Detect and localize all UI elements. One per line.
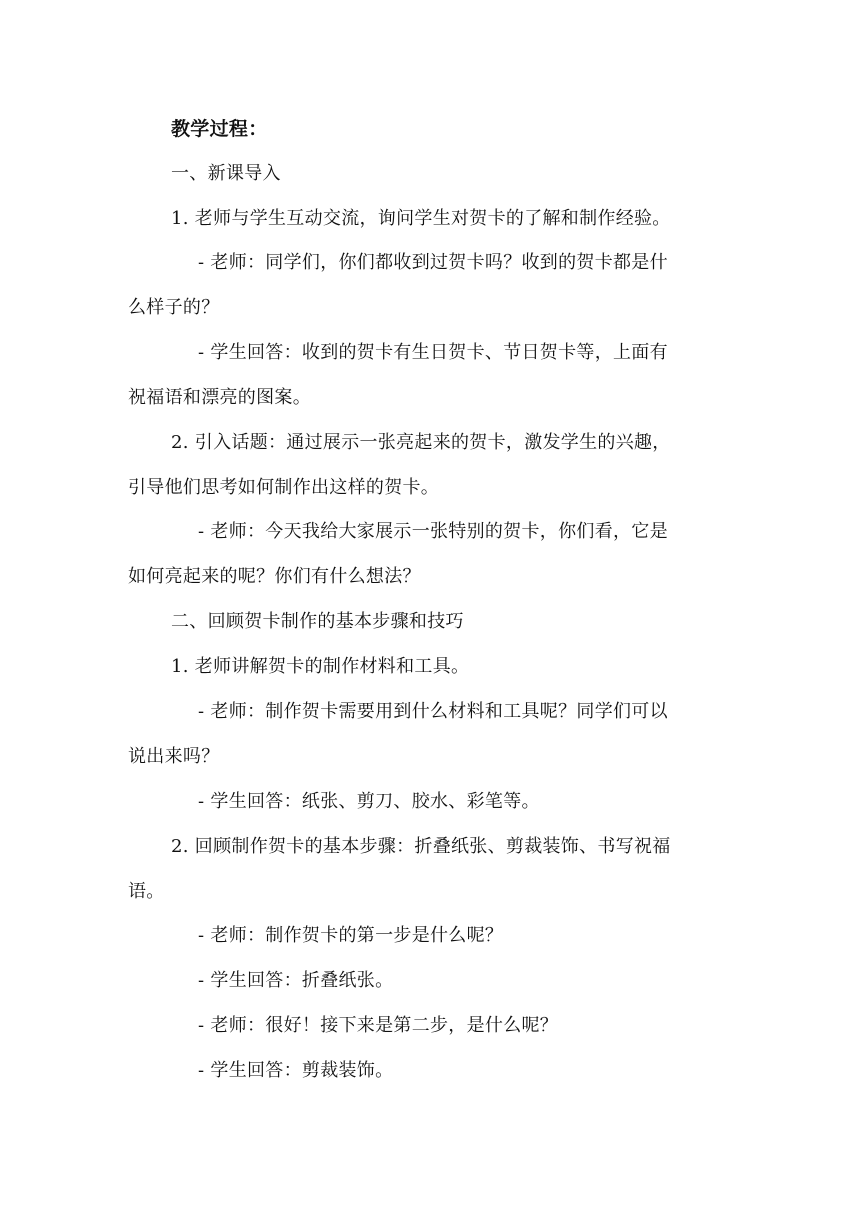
dialogue-line: 么样子的？ (128, 297, 220, 318)
section-title-review: 二、回顾贺卡制作的基本步骤和技巧 (171, 611, 464, 632)
dialogue-line: - 学生回答：剪裁装饰。 (198, 1060, 394, 1081)
heading-teaching-process: 教学过程： (171, 118, 268, 140)
dialogue-line: - 学生回答：收到的贺卡有生日贺卡、节日贺卡等，上面有 (198, 342, 668, 363)
dialogue-line: 如何亮起来的呢？你们有什么想法？ (128, 566, 421, 587)
dialogue-line: - 老师：很好！接下来是第二步，是什么呢？ (198, 1015, 559, 1036)
dialogue-line: - 学生回答：纸张、剪刀、胶水、彩笔等。 (198, 791, 540, 812)
dialogue-line: - 老师：同学们，你们都收到过贺卡吗？收到的贺卡都是什 (198, 252, 668, 273)
paragraph-item: 1. 老师与学生互动交流，询问学生对贺卡的了解和制作经验。 (171, 208, 671, 229)
dialogue-line: - 老师：今天我给大家展示一张特别的贺卡，你们看，它是 (198, 521, 668, 542)
dialogue-line: 祝福语和漂亮的图案。 (128, 387, 311, 408)
dialogue-line: 说出来吗？ (128, 746, 220, 767)
dialogue-line: - 学生回答：折叠纸张。 (198, 970, 394, 991)
paragraph-item: 语。 (128, 881, 165, 902)
paragraph-item: 1. 老师讲解贺卡的制作材料和工具。 (171, 656, 470, 677)
dialogue-line: - 老师：制作贺卡的第一步是什么呢？ (198, 925, 504, 946)
paragraph-item: 引导他们思考如何制作出这样的贺卡。 (128, 477, 440, 498)
section-title-new-lesson: 一、新课导入 (171, 163, 281, 184)
dialogue-line: - 老师：制作贺卡需要用到什么材料和工具呢？同学们可以 (198, 701, 668, 722)
paragraph-item: 2. 引入话题：通过展示一张亮起来的贺卡，激发学生的兴趣， (171, 432, 671, 453)
paragraph-item: 2. 回顾制作贺卡的基本步骤：折叠纸张、剪裁装饰、书写祝福 (171, 836, 671, 857)
